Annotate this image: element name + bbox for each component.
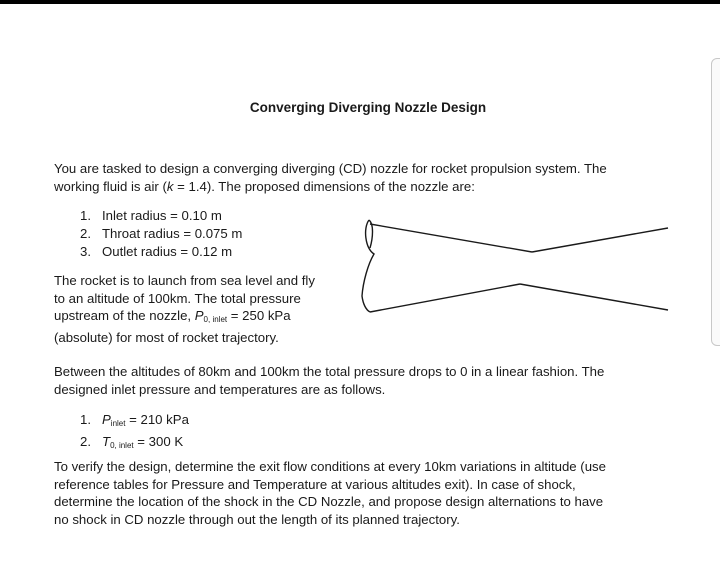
- page-title: Converging Diverging Nozzle Design: [249, 100, 487, 115]
- intro-line-2a: working fluid is air (: [54, 178, 167, 194]
- launch-line-3b: = 250 kPa: [227, 308, 291, 323]
- altitude-line-1: Between the altitudes of 80km and 100km the total pressure drops to 0 in a linear fashion. The: [54, 364, 605, 379]
- intro-line-1: You are tasked to design a converging diverging (CD) nozzle for rocket propulsion system. The: [54, 161, 607, 176]
- t-inlet-value: = 300 K: [133, 434, 184, 449]
- list-item: [80, 411, 189, 433]
- t-inlet-symbol: T: [102, 434, 111, 449]
- list-item: [80, 433, 189, 455]
- launch-paragraph: [54, 272, 364, 346]
- list-number: 3.: [80, 244, 91, 259]
- list-number: 1.: [80, 208, 91, 223]
- verify-line-2: reference tables for Pressure and Temperature at various altitudes exit). In case of shock,: [54, 476, 576, 492]
- launch-line-4: (absolute) for most of rocket trajectory.: [54, 329, 279, 345]
- list-item: [80, 225, 242, 243]
- list-item: [80, 243, 242, 261]
- altitude-line-2: designed inlet pressure and temperatures are as follows.: [54, 381, 386, 397]
- list-text: Inlet radius = 0.10 m: [102, 208, 222, 223]
- list-number: 1.: [80, 412, 91, 427]
- altitude-paragraph: [54, 363, 684, 398]
- launch-line-1: The rocket is to launch from sea level and fly: [54, 273, 315, 288]
- p-inlet-symbol: P: [102, 412, 111, 427]
- nozzle-lower-diverging-wall: [520, 284, 668, 310]
- p-subscript: 0, inlet: [203, 315, 228, 324]
- verify-paragraph: [54, 458, 684, 528]
- list-item: [80, 207, 242, 225]
- list-text: Throat radius = 0.075 m: [102, 226, 243, 241]
- list-text: Outlet radius = 0.12 m: [102, 244, 233, 259]
- list-number: 2.: [80, 226, 91, 241]
- launch-line-2: to an altitude of 100km. The total pressure: [54, 290, 301, 306]
- verify-line-1: To verify the design, determine the exit flow conditions at every 10km variations in altitude (use: [54, 459, 606, 474]
- launch-line-3a: upstream of the nozzle,: [54, 308, 195, 323]
- p-inlet-subscript: inlet: [110, 419, 126, 428]
- nozzle-upper-converging-wall: [370, 224, 532, 252]
- p-symbol: P: [194, 308, 204, 323]
- p-inlet-value: = 210 kPa: [125, 412, 189, 427]
- nozzle-inlet-curve: [362, 220, 374, 312]
- inlet-conditions-list: [80, 411, 189, 455]
- nozzle-diagram: [360, 218, 672, 316]
- intro-line-2b: = 1.4). The proposed dimensions of the nozzle are:: [173, 178, 475, 194]
- verify-line-3: determine the location of the shock in the CD Nozzle, and propose design alternations to have: [54, 494, 604, 509]
- t-inlet-subscript: 0, inlet: [110, 441, 134, 450]
- nozzle-upper-diverging-wall: [532, 228, 668, 252]
- list-number: 2.: [80, 434, 91, 449]
- top-bar: [0, 0, 720, 4]
- nozzle-lower-converging-wall: [370, 284, 520, 312]
- dimensions-list: [80, 207, 242, 261]
- k-symbol: k: [166, 178, 174, 194]
- verify-line-4: no shock in CD nozzle through out the length of its planned trajectory.: [54, 511, 460, 527]
- intro-paragraph: [54, 160, 684, 195]
